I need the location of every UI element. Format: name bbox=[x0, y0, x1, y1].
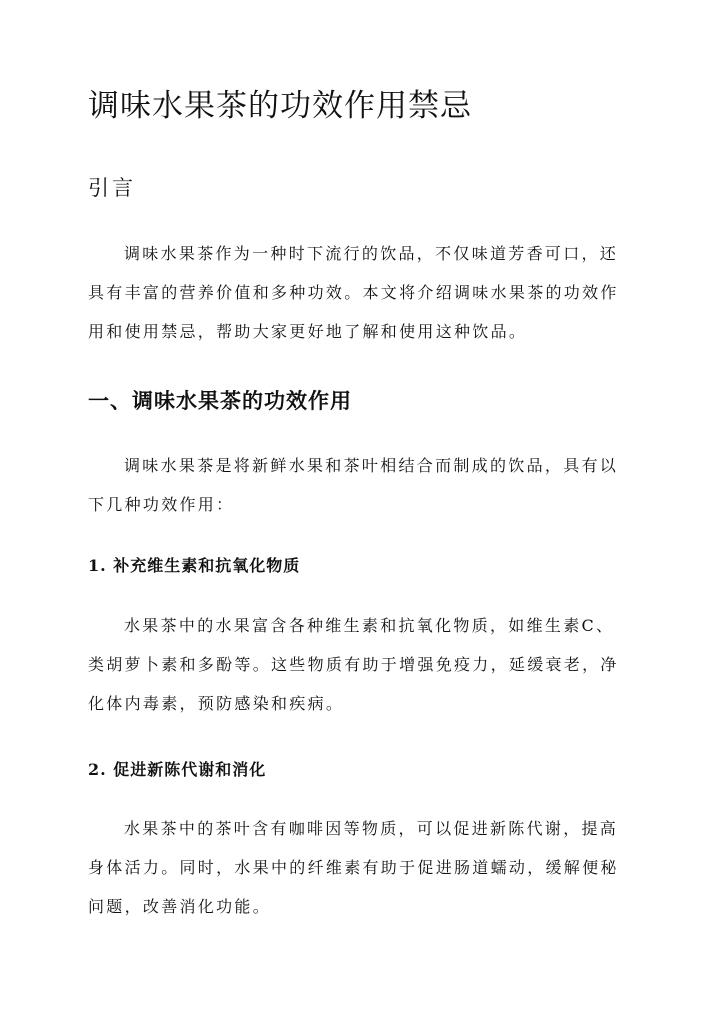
intro-line: 调味水果茶作为一种时下流行的饮品，不仅味道芳香可口，还 bbox=[124, 244, 619, 263]
subsection-1-line: 水果茶中的水果富含各种维生素和抗氧化物质，如维生素C、 bbox=[124, 616, 615, 635]
intro-paragraph bbox=[88, 238, 633, 355]
intro-line: 具有丰富的营养价值和多种功效。本文将介绍调味水果茶的功效作 bbox=[88, 283, 619, 302]
subsection-1-line: 化体内毒素，预防感染和疾病。 bbox=[88, 694, 345, 713]
subsection-1-heading: 1. 补充维生素和抗氧化物质 bbox=[88, 556, 301, 575]
section-1-line: 调味水果茶是将新鲜水果和茶叶相结合而制成的饮品，具有以 bbox=[124, 456, 619, 475]
subsection-2-line: 问题，改善消化功能。 bbox=[88, 897, 272, 916]
section-1-heading: 一、调味水果茶的功效作用 bbox=[88, 388, 352, 413]
subsection-1-line: 类胡萝卜素和多酚等。这些物质有助于增强免疫力，延缓衰老，净 bbox=[88, 655, 619, 674]
subsection-1-paragraph bbox=[88, 610, 633, 727]
subsection-2-paragraph bbox=[88, 813, 633, 930]
intro-line: 用和使用禁忌，帮助大家更好地了解和使用这种饮品。 bbox=[88, 322, 528, 341]
subsection-2-line: 水果茶中的茶叶含有咖啡因等物质，可以促进新陈代谢，提高 bbox=[124, 819, 619, 838]
document-title: 调味水果茶的功效作用禁忌 bbox=[88, 88, 472, 124]
subsection-2-line: 身体活力。同时，水果中的纤维素有助于促进肠道蠕动，缓解便秘 bbox=[88, 858, 619, 877]
section-1-line: 下几种功效作用： bbox=[88, 495, 235, 514]
intro-heading: 引言 bbox=[88, 176, 136, 200]
section-1-paragraph bbox=[88, 450, 633, 528]
subsection-2-heading: 2. 促进新陈代谢和消化 bbox=[88, 760, 267, 779]
